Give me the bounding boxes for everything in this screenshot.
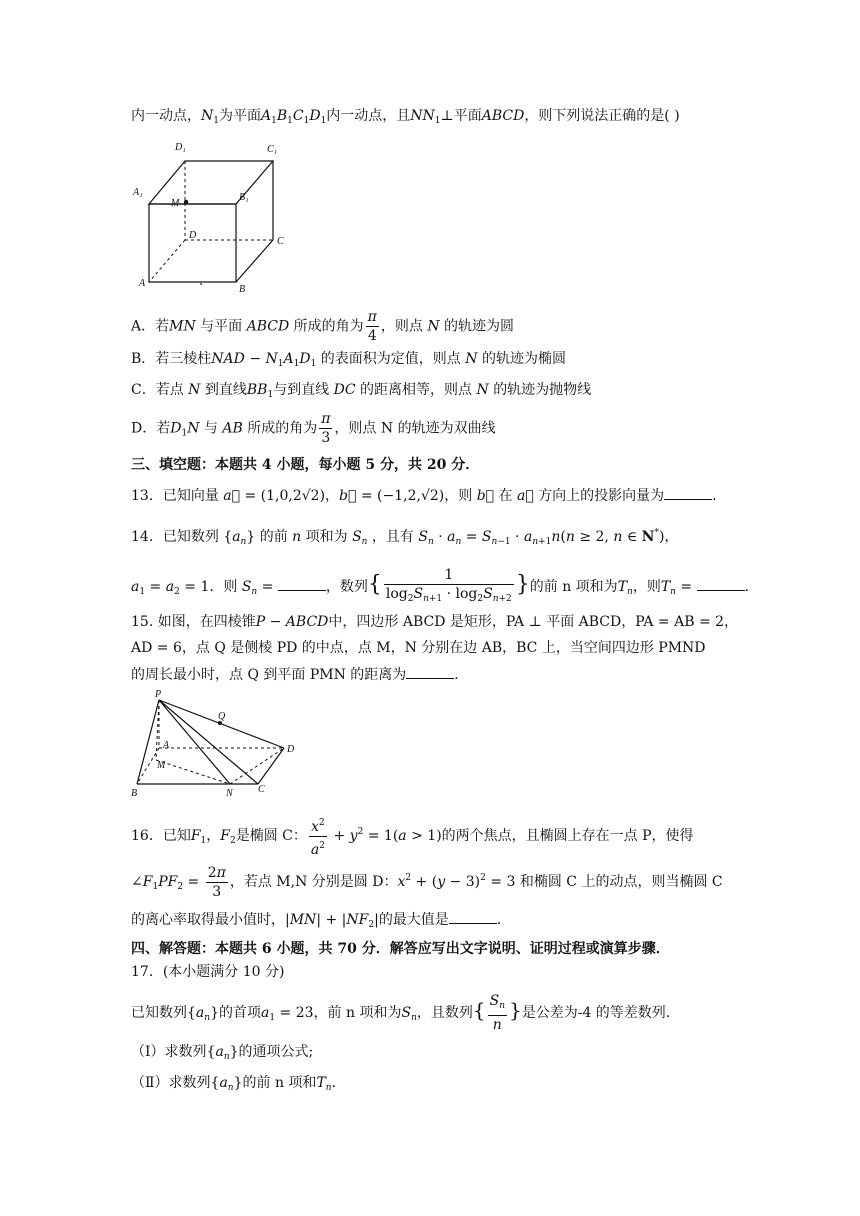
math: A — [260, 108, 272, 124]
point-m — [184, 200, 188, 204]
section-heading-fill-in: 三、填空题：本题共 4 小题，每小题 5 分，共 20 分． — [131, 457, 480, 473]
answer-blank[interactable] — [664, 485, 712, 500]
answer-blank[interactable] — [406, 664, 454, 679]
section-heading-solutions: 四、解答题：本题共 6 小题，共 70 分．解答应写出文字说明、证明过程或演算步骤． — [131, 941, 670, 957]
fraction: $\frac{\pi}{3}$ — [321, 411, 331, 446]
question-15-line3: 的周长最小时，点 Q 到平面 PMN 的距离为 ． — [131, 664, 468, 685]
label-d: D — [287, 744, 295, 755]
label-a: A — [139, 278, 146, 289]
fraction: $\frac{1}{\log_2S_{n+1} \cdot \log_2S_{n+2}}$ — [385, 567, 512, 604]
label-b1: B₁ — [239, 192, 249, 203]
answer-blank[interactable] — [697, 576, 745, 591]
label-n: N — [226, 788, 233, 799]
question-14-line2: $a_1 = a_2 = 1$．则 $S_n$ = ，数列{ $\frac{1}{\log_2S_{n+1} \cdot \log_2S_{n+2}}$ }的前 n 项和为$T_n$，则$T_n$ = ． — [131, 566, 759, 611]
label-a1: A₁ — [133, 187, 143, 198]
label-d1: D₁ — [175, 142, 186, 153]
fraction: $\frac{2\pi}{3}$ — [207, 864, 226, 900]
question-16-line1: 16．已知$F_1$，$F_2$是椭圆 C： $\frac{x^2}{a^2}$ + $y^2 = 1(a > 1)$的两个焦点，且椭圆上存在一点 P，使得 — [131, 812, 694, 861]
question-17-title: 17．(本小题满分 10 分) — [131, 964, 285, 980]
label-m: M — [157, 760, 166, 771]
option-c: C．若点 N 到直线$BB_1$与到直线 DC 的距离相等，则点 N 的轨迹为抛物线 — [131, 382, 592, 400]
answer-blank[interactable] — [449, 909, 497, 924]
label-m: M — [171, 198, 180, 209]
label-d: D — [189, 230, 197, 241]
text: 为平面 — [218, 108, 261, 124]
text: 内一动点， — [131, 108, 201, 124]
label-q: Q — [218, 711, 226, 722]
question-17-stem: 已知数列$\{a_n\}$的首项$a_1 = 23$，前 n 项和为$S_n$，且数列{ $\frac{S_n}{n}$ }是公差为-4 的等差数列. — [131, 993, 671, 1033]
label-b: B — [131, 788, 138, 799]
label-a: A — [163, 740, 170, 751]
question-17-part-2: （Ⅱ）求数列$\{a_n\}$的前 n 项和$T_n$. — [131, 1075, 337, 1093]
pyramid-figure — [131, 688, 301, 800]
text: ⊥平面 — [440, 108, 482, 124]
label-c: C — [277, 236, 284, 247]
label-p: P — [155, 689, 162, 700]
fraction: $\frac{\pi}{4}$ — [367, 309, 377, 344]
question-15-line1: 15. 如图，在四棱锥P − ABCD中，四边形 ABCD 是矩形，PA ⊥ 平面 ABCD，PA = AB = 2， — [131, 614, 739, 630]
question-12-tail: 内一动点，$N_1$为平面$A_1B_1C_1D_1$内一动点，且$NN_1\perp$平面ABCD，则下列说法正确的是( ) — [131, 108, 680, 126]
option-b: B．若三棱柱NAD − $N_1A_1D_1$ 的表面积为定值，则点 N 的轨迹为椭圆 — [131, 351, 566, 369]
question-16-line3: 的离心率取得最小值时，$|MN| + |NF_2|$的最大值是 ． — [131, 909, 511, 935]
label-c1: C₁ — [267, 144, 278, 155]
text: 内一动点，且 — [326, 108, 411, 124]
text: ，则下列说法正确的是( ) — [524, 108, 680, 124]
option-a: A．若MN 与平面 ABCD 所成的角为 $\frac{\pi}{4}$ ，则点 N 的轨迹为圆 — [131, 309, 515, 344]
question-16-line2: $\angle F_1PF_2$ = $\frac{2\pi}{3}$ ，若点 M,N 分别是圆 D：$x^2 + (y - 3)^2 = 3$ 和椭圆 C 上的动点，则当椭圆 C — [131, 864, 723, 900]
label-b: B — [239, 284, 246, 294]
question-13: 13．已知向量 a⃗ = (1,0,2√2)，b⃗ = (−1,2,√2)，则 b⃗ 在 a⃗ 方向上的投影向量为 ． — [131, 485, 726, 506]
fraction: $\frac{S_n}{n}$ — [489, 993, 505, 1033]
fraction: $\frac{x^2}{a^2}$ — [309, 814, 327, 859]
math: N — [201, 108, 214, 124]
label-c: C — [258, 784, 265, 795]
cube-figure — [131, 138, 291, 294]
question-17-part-1: （Ⅰ）求数列$\{a_n\}$的通项公式; — [131, 1044, 314, 1062]
question-15-line2: AD = 6，点 Q 是侧棱 PD 的中点，点 M，N 分别在边 AB，BC 上，当空间四边形 PMND — [131, 640, 706, 656]
option-d: D．若$D_1N$ 与 AB 所成的角为 $\frac{\pi}{3}$ ，则点 N 的轨迹为双曲线 — [131, 411, 496, 446]
answer-blank[interactable] — [278, 576, 326, 591]
question-14: 14．已知数列 $\{a_n\}$ 的前 n 项和为 $S_n$ ，且有 $S_n \cdot a_n = S_{n-1} \cdot a_{n+1}n(n \ge 2$, n ∈ N*)， — [131, 528, 679, 547]
